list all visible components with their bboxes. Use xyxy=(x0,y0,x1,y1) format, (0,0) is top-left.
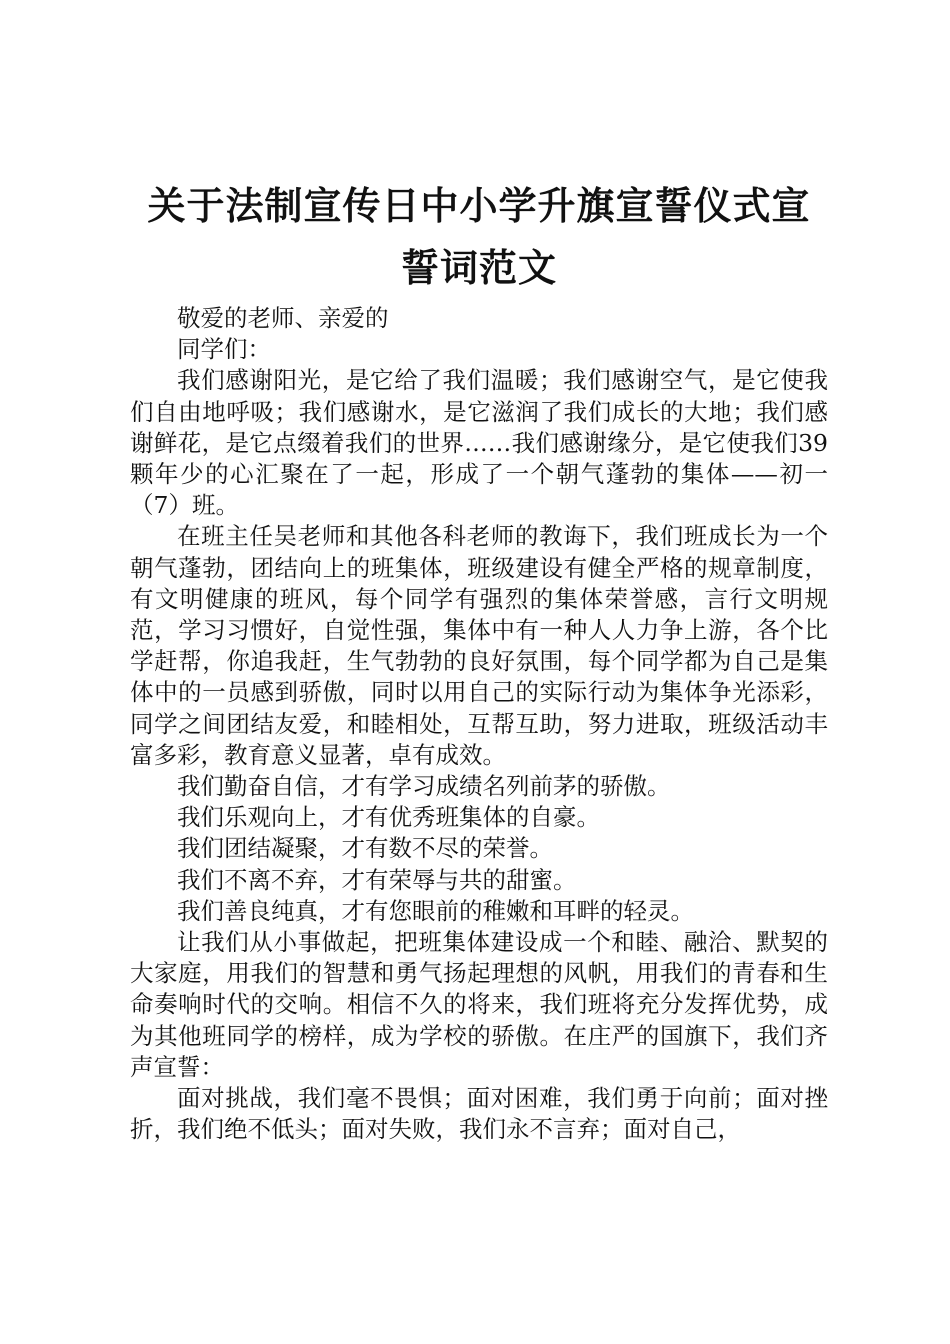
paragraph: 我们感谢阳光，是它给了我们温暖；我们感谢空气，是它使我们自由地呼吸；我们感谢水，是它滋润了我们成长的大地；我们感谢鲜花，是它点缀着我们的世界……我们感谢缘分，是它使我们39颗年少的心汇聚在了一起，形成了一个朝气蓬勃的集体——初一（7）班。 xyxy=(130,366,828,520)
salutation-line-2: 同学们： xyxy=(177,335,271,364)
paragraph: 我们不离不弃，才有荣辱与共的甜蜜。 xyxy=(177,865,577,894)
paragraph: 在班主任吴老师和其他各科老师的教诲下，我们班成长为一个朝气蓬勃，团结向上的班集体，班级建设有健全严格的规章制度，有文明健康的班风，每个同学有强烈的集体荣誉感，言行文明规范，学习习惯好，自觉性强，集体中有一种人人力争上游，各个比学赶帮，你追我赶，生气勃勃的良好氛围，每个同学都为自己是集体中的一员感到骄傲，同时以用自己的实际行动为集体争光添彩，同学之间团结友爱，和睦相处，互帮互助，努力进取，班级活动丰富多彩，教育意义显著，卓有成效。 xyxy=(130,522,828,769)
paragraph: 我们勤奋自信，才有学习成绩名列前茅的骄傲。 xyxy=(177,772,671,801)
document-page xyxy=(130,175,828,1145)
document-body xyxy=(130,303,828,1145)
paragraph: 让我们从小事做起，把班集体建设成一个和睦、融洽、默契的大家庭，用我们的智慧和勇气扬起理想的风帆，用我们的青春和生命奏响时代的交响。相信不久的将来，我们班将充分发挥优势，成为其他班同学的榜样，成为学校的骄傲。在庄严的国旗下，我们齐声宣誓： xyxy=(130,928,828,1081)
salutation-line-1: 敬爱的老师、亲爱的 xyxy=(177,304,389,332)
paragraph: 我们善良纯真，才有您眼前的稚嫩和耳畔的轻灵。 xyxy=(177,896,694,925)
paragraph: 我们团结凝聚，才有数不尽的荣誉。 xyxy=(177,834,553,863)
paragraph: 面对挑战，我们毫不畏惧；面对困难，我们勇于向前；面对挫折，我们绝不低头；面对失败，我们永不言弃；面对自己， xyxy=(130,1084,828,1144)
document-title: 关于法制宣传日中小学升旗宣誓仪式宣誓词范文 xyxy=(147,183,811,290)
paragraph: 我们乐观向上，才有优秀班集体的自豪。 xyxy=(177,803,600,832)
